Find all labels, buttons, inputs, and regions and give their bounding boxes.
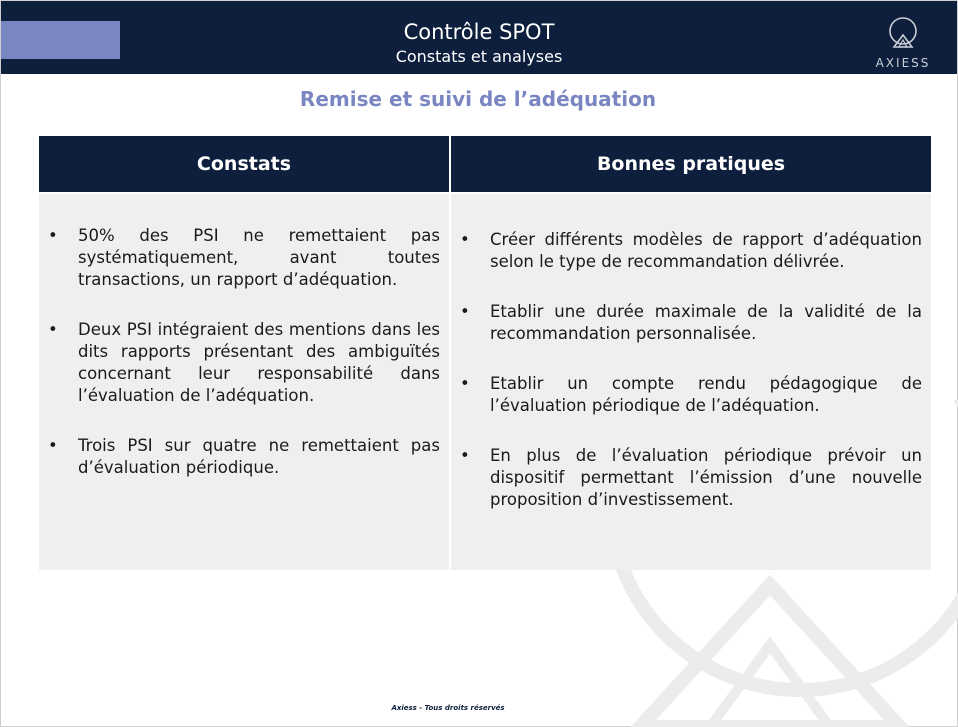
- list-item: [460, 373, 922, 417]
- findings-table: [39, 136, 931, 570]
- bullet: •: [460, 230, 470, 249]
- bonnes-pratiques-list: [460, 229, 922, 539]
- bullet: •: [48, 320, 58, 339]
- constat-text: Trois PSI sur quatre ne remettaient pas d’évaluation périodique.: [78, 436, 440, 477]
- header-title: Contrôle SPOT: [403, 20, 555, 44]
- bullet: •: [460, 302, 470, 321]
- pratique-text: En plus de l’évaluation périodique prévoir un dispositif permettant l’émission d’une nouvelle proposition d’investissement.: [490, 446, 922, 509]
- list-item: [48, 225, 440, 291]
- pratique-text: Etablir un compte rendu pédagogique de l’évaluation périodique de l’adéquation.: [490, 374, 922, 415]
- bonnes-pratiques-header: Bonnes pratiques: [451, 136, 931, 192]
- list-item: [460, 301, 922, 345]
- slide-header: [1, 1, 957, 74]
- header-subtitle: Constats et analyses: [395, 47, 563, 66]
- list-item: [48, 435, 440, 479]
- bullet: •: [460, 446, 470, 465]
- list-item: [460, 229, 922, 273]
- bullet: •: [48, 436, 58, 455]
- footer-copyright: Axiess - Tous droits réservés: [391, 704, 505, 712]
- axiess-logo: [873, 13, 933, 71]
- list-item: [48, 319, 440, 407]
- constats-header: Constats: [39, 136, 449, 192]
- bullet: •: [460, 374, 470, 393]
- constat-text: Deux PSI intégraient des mentions dans les dits rapports présentant des ambiguïtés concernant leur responsabilité dans l’évaluation de l’adéquation.: [78, 320, 440, 405]
- pratique-text: Etablir une durée maximale de la validité de la recommandation personnalisée.: [490, 302, 922, 343]
- constats-column: [39, 194, 449, 570]
- constats-list: [48, 225, 440, 507]
- logo-text: AXIESS: [875, 56, 931, 70]
- axiess-logo-icon: [873, 13, 933, 57]
- list-item: [460, 445, 922, 511]
- bonnes-pratiques-column: [451, 194, 931, 570]
- pratique-text: Créer différents modèles de rapport d’adéquation selon le type de recommandation délivrée.: [490, 230, 922, 271]
- bullet: •: [48, 226, 58, 245]
- constat-text: 50% des PSI ne remettaient pas systématiquement, avant toutes transactions, un rapport d’adéquation.: [78, 226, 440, 289]
- slide-title: Remise et suivi de l’adéquation: [299, 87, 657, 111]
